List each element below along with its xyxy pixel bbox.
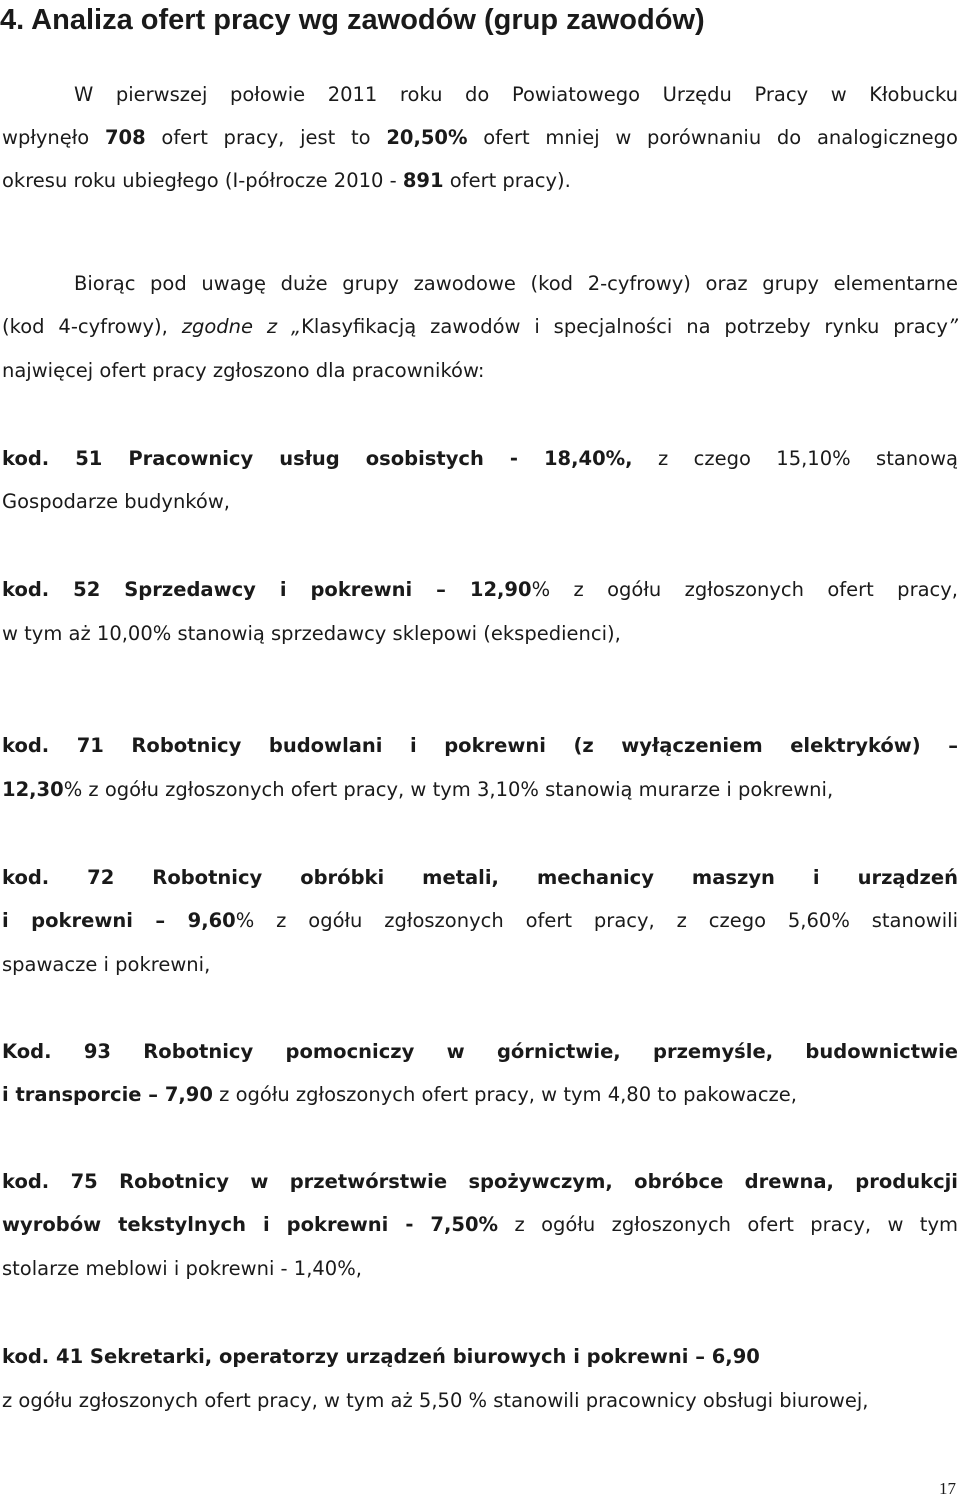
group-51-line-2: Gospodarze budynków, <box>2 490 230 513</box>
intro-line-3: okresu roku ubiegłego (I-półrocze 2010 - 891 ofert pracy). <box>2 169 571 192</box>
offers-count-2011: 708 <box>104 126 146 149</box>
group-72-line-3: spawacze i pokrewni, <box>2 953 211 976</box>
group-41-line-2: z ogółu zgłoszonych ofert pracy, w tym aż 5,50 % stanowili pracownicy obsługi biurowej, <box>2 1389 869 1412</box>
offers-count-2010: 891 <box>402 169 444 192</box>
group-52-line-1: kod. 52 Sprzedawcy i pokrewni – 12,90% z ogółu zgłoszonych ofert pracy, <box>2 578 958 601</box>
group-41-line-1: kod. 41 Sekretarki, operatorzy urządzeń biurowych i pokrewni – 6,90 <box>2 1345 760 1368</box>
group-51-line-1: kod. 51 Pracownicy usług osobistych - 18,40%, z czego 15,10% stanową <box>2 447 958 470</box>
group-52-line-2: w tym aż 10,00% stanowią sprzedawcy sklepowi (ekspedienci), <box>2 622 621 645</box>
group-93-line-2: i transporcie – 7,90 z ogółu zgłoszonych ofert pracy, w tym 4,80 to pakowacze, <box>2 1083 797 1106</box>
para2-line-2: (kod 4-cyfrowy), zgodne z „Klasyfikacją zawodów i specjalności na potrzeby rynku pracy” <box>2 315 959 338</box>
group-75-line-3: stolarze meblowi i pokrewni - 1,40%, <box>2 1257 362 1280</box>
page-number: 17 <box>939 1479 956 1498</box>
para2-line-1: Biorąc pod uwagę duże grupy zawodowe (kod 2-cyfrowy) oraz grupy elementarne <box>74 272 958 295</box>
group-75-line-2: wyrobów tekstylnych i pokrewni - 7,50% z ogółu zgłoszonych ofert pracy, w tym <box>2 1213 958 1236</box>
group-71-line-1: kod. 71 Robotnicy budowlani i pokrewni (z wyłączeniem elektryków) – <box>2 734 958 757</box>
group-72-line-2: i pokrewni – 9,60% z ogółu zgłoszonych ofert pracy, z czego 5,60% stanowili <box>2 909 958 932</box>
intro-line-2: wpłynęło 708 ofert pracy, jest to 20,50% ofert mniej w porównaniu do analogicznego <box>2 126 958 149</box>
offers-decrease-percent: 20,50% <box>386 126 468 149</box>
group-72-line-1: kod. 72 Robotnicy obróbki metali, mechanicy maszyn i urządzeń <box>2 866 958 889</box>
group-93-line-1: Kod. 93 Robotnicy pomocniczy w górnictwie, przemyśle, budownictwie <box>2 1040 958 1063</box>
group-71-line-2: 12,30% z ogółu zgłoszonych ofert pracy, w tym 3,10% stanowią murarze i pokrewni, <box>2 778 834 801</box>
intro-line-1: W pierwszej połowie 2011 roku do Powiatowego Urzędu Pracy w Kłobucku <box>74 83 958 106</box>
section-heading: 4. Analiza ofert pracy wg zawodów (grup zawodów) <box>0 4 705 36</box>
group-75-line-1: kod. 75 Robotnicy w przetwórstwie spożywczym, obróbce drewna, produkcji <box>2 1170 958 1193</box>
para2-line-3: najwięcej ofert pracy zgłoszono dla pracowników: <box>2 359 485 382</box>
